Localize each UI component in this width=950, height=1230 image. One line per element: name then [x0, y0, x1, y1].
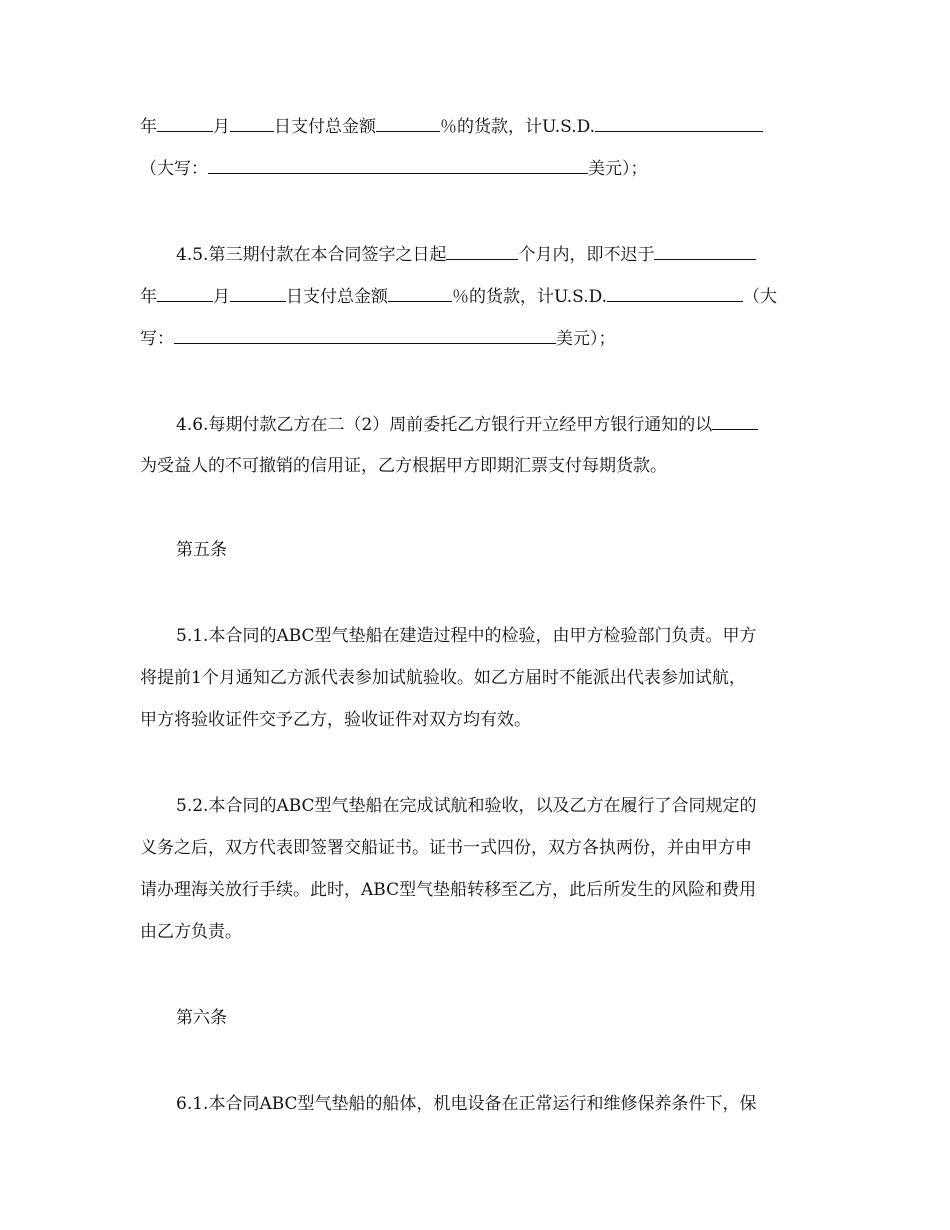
blank-field	[174, 326, 556, 344]
paragraph-4-6-line-1	[176, 412, 758, 437]
text-year: 年	[140, 117, 157, 137]
paragraph-4-5-line-3	[140, 326, 616, 351]
text-within-months: 个月内，即不迟于	[518, 245, 655, 265]
blank-field	[230, 114, 274, 132]
payment-line-2	[140, 156, 648, 181]
paragraph-text: 4.6.每期付款乙方在二（2）周前委托乙方银行开立经甲方银行通知的以	[176, 415, 713, 435]
text-day-total: 日支付总金额	[274, 117, 376, 137]
article-5-heading: 第五条	[176, 540, 227, 560]
paragraph-5-2-line-3: 请办理海关放行手续。此时，ABC型气垫船转移至乙方，此后所发生的风险和费用	[140, 880, 757, 900]
blank-field	[712, 412, 758, 430]
paragraph-4-6-line-2: 为受益人的不可撤销的信用证，乙方根据甲方即期汇票支付每期货款。	[140, 456, 667, 476]
paragraph-4-5-line-2	[140, 284, 777, 309]
blank-field	[654, 242, 756, 260]
paragraph-5-2-line-4: 由乙方负责。	[140, 922, 242, 942]
blank-field	[376, 114, 440, 132]
payment-line-1	[140, 114, 763, 139]
text-percent-usd: ％的货款，计U.S.D.	[452, 287, 608, 307]
text-month: 月	[213, 117, 230, 137]
text-day-total: 日支付总金额	[286, 287, 388, 307]
blank-field	[157, 114, 213, 132]
paragraph-6-1-line-1: 6.1.本合同ABC型气垫船的船体，机电设备在正常运行和维修保养条件下，保	[176, 1094, 757, 1114]
paragraph-5-1-line-1: 5.1.本合同的ABC型气垫船在建造过程中的检验，由甲方检验部门负责。甲方	[176, 626, 757, 646]
text-year: 年	[140, 287, 157, 307]
text-percent-usd: ％的货款，计U.S.D.	[440, 117, 596, 137]
paragraph-5-1-line-2: 将提前1个月通知乙方派代表参加试航验收。如乙方届时不能派出代表参加试航，	[140, 668, 746, 688]
paragraph-5-2-line-1: 5.2.本合同的ABC型气垫船在完成试航和验收，以及乙方在履行了合同规定的	[176, 796, 757, 816]
paragraph-5-2-line-2: 义务之后，双方代表即签署交船证书。证书一式四份，双方各执两份，并由甲方申	[140, 838, 752, 858]
blank-field	[157, 284, 213, 302]
text-in-words-start: （大	[743, 287, 778, 307]
blank-field	[230, 284, 286, 302]
text-month: 月	[213, 287, 230, 307]
blank-field	[607, 284, 743, 302]
article-6-heading: 第六条	[176, 1008, 227, 1028]
text-in-words: （大写：	[140, 159, 208, 179]
paragraph-4-5-line-1	[176, 242, 756, 267]
blank-field	[208, 156, 588, 174]
blank-field	[388, 284, 452, 302]
paragraph-5-1-line-3: 甲方将验收证件交予乙方，验收证件对双方均有效。	[140, 710, 531, 730]
blank-field	[446, 242, 518, 260]
text-usd-end: 美元）；	[588, 159, 648, 179]
text-in-words-end: 写：	[140, 329, 174, 349]
text-usd-end: 美元）；	[556, 329, 616, 349]
blank-field	[595, 114, 763, 132]
text-third-payment: 4.5.第三期付款在本合同签字之日起	[176, 245, 447, 265]
